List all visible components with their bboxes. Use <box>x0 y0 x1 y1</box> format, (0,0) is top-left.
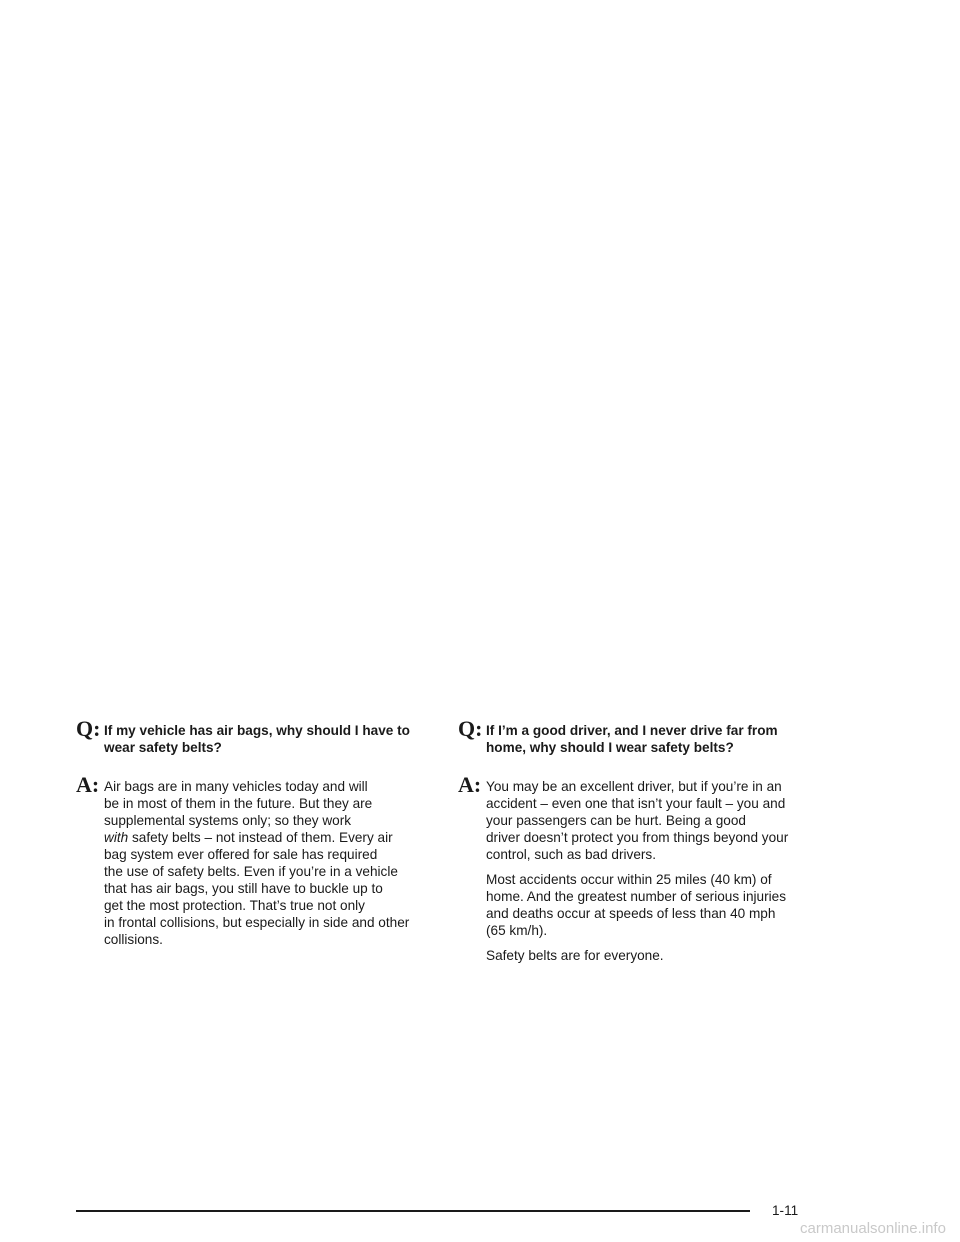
paragraph: Most accidents occur within 25 miles (40 km) of home. And the greatest number of serious injuries and deaths occur at speeds of less than 40 mph (65 km/h). <box>486 872 786 938</box>
paragraph: Safety belts are for everyone. <box>486 948 664 963</box>
page-number: 1-11 <box>772 1203 799 1218</box>
q-marker: Q: <box>458 716 483 741</box>
question-block <box>76 716 436 756</box>
q-marker: Q: <box>76 716 101 741</box>
a-marker: A: <box>76 772 100 797</box>
question-text: If my vehicle has air bags, why should I have to wear safety belts? <box>104 723 410 755</box>
answer-emphasis: with <box>104 830 129 845</box>
footer-rule <box>76 1210 750 1212</box>
answer-text <box>104 778 436 948</box>
right-column <box>458 716 820 964</box>
answer-text: You may be an excellent driver, but if you’re in an accident – even one that isn’t your fault – you and your passengers can be hurt. Being a good driver doesn’t protect you from things beyond your control, such as bad drivers. <box>486 779 789 862</box>
watermark[interactable]: carmanualsonline.info <box>800 1220 946 1237</box>
left-column <box>76 716 436 948</box>
answer-start: Air bags are in many vehicles today and will be in most of them in the future. But they are supplemental systems only; so they work <box>104 779 373 828</box>
answer-block <box>76 772 436 948</box>
question-block <box>458 716 820 756</box>
a-marker: A: <box>458 772 482 797</box>
answer-block <box>458 772 820 863</box>
answer-rest: safety belts – not instead of them. Every air bag system ever offered for sale has required the use of safety belts. Even if you’re in a vehicle that has air bags, you still have to buckle up to get the most protection. That’s true not only in frontal collisions, but especially in side and other collisions. <box>104 830 410 947</box>
question-text: If I’m a good driver, and I never drive far from home, why should I wear safety belts? <box>486 723 778 755</box>
